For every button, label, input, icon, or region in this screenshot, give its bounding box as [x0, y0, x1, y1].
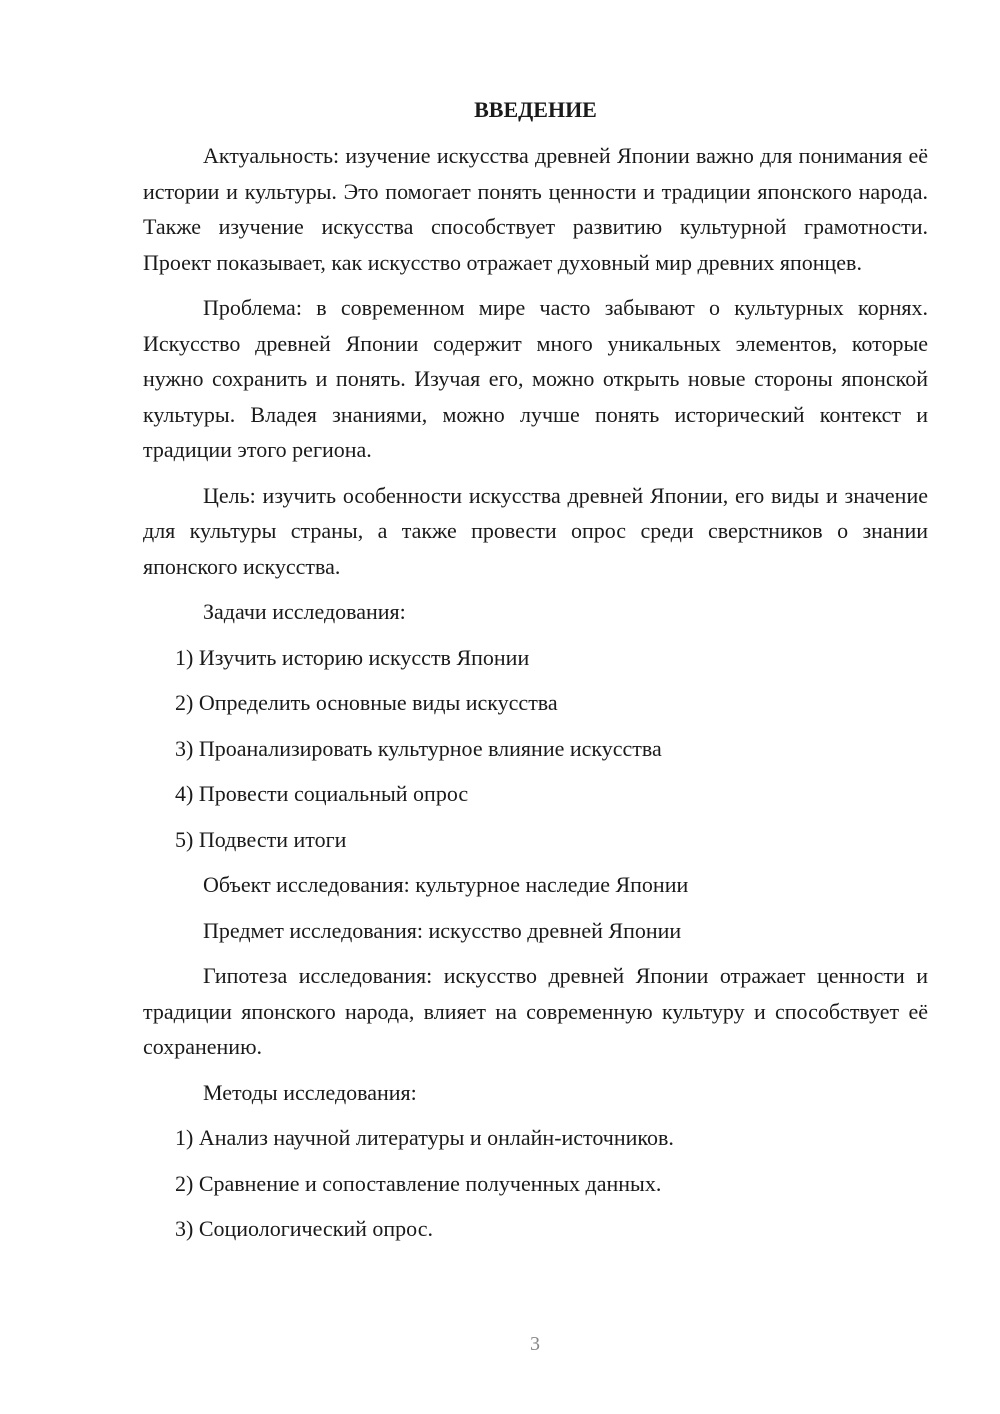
tasks-heading: Задачи исследования:	[203, 599, 406, 624]
task-item: 1) Изучить историю искусств Японии	[175, 644, 530, 670]
method-item: 3) Социологический опрос.	[175, 1216, 433, 1241]
method-item: 2) Сравнение и сопоставление полученных данных.	[175, 1170, 662, 1196]
research-object: Объект исследования: культурное наследие Японии	[203, 872, 689, 897]
section-title: ВВЕДЕНИЕ	[474, 97, 597, 122]
method-item: 1) Анализ научной литературы и онлайн-источников.	[175, 1125, 674, 1150]
task-item: 4) Провести социальный опрос	[175, 781, 469, 806]
goal-paragraph: Цель: изучить особенности искусства древней Японии, его виды и значение для культуры страны, а также провести опрос среди сверстников о знании японского искусства.	[143, 482, 928, 579]
hypothesis-paragraph: Гипотеза исследования: искусство древней Японии отражает ценности и традиции японского народа, влияет на современную культуру и способствует её сохранению.	[143, 963, 928, 1059]
task-item: 5) Подвести итоги	[175, 826, 347, 852]
task-item: 3) Проанализировать культурное влияние искусства	[175, 735, 662, 761]
problem-paragraph: Проблема: в современном мире часто забывают о культурных корнях. Искусство древней Японии содержит много уникальных элементов, которые нужно сохранить и понять. Изучая его, можно открыть новые стороны японской культуры. Владея знаниями, можно лучше понять исторический контекст и традиции этого региона.	[143, 295, 928, 462]
page-number: 3	[530, 1333, 540, 1355]
relevance-paragraph: Актуальность: изучение искусства древней Японии важно для понимания её истории и культуры. Это помогает понять ценности и традиции японского народа. Также изучение искусства способствует развитию культурной грамотности. Проект показывает, как искусство отражает духовный мир древних японцев.	[143, 143, 928, 275]
methods-heading: Методы исследования:	[203, 1079, 417, 1105]
tasks-list	[143, 640, 928, 858]
document-page	[143, 92, 928, 1257]
task-item: 2) Определить основные виды искусства	[175, 690, 558, 715]
research-subject: Предмет исследования: искусство древней Японии	[203, 917, 682, 943]
methods-list	[143, 1120, 928, 1247]
